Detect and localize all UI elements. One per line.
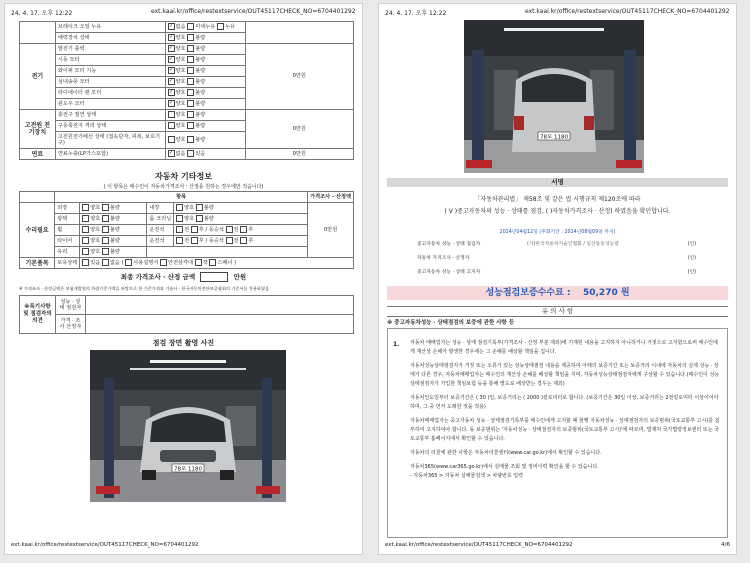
notice-item: 자동차매매업자는 중고자동차 성능 · 상태점검기록부를 매수인에게 고지할 때 현행 자동차성능 · 상태점검자의 보증범위(국토교통부 고시)를 첨부하여 고지하여야 합니다. 동 보증범위는 '자동차성능 · 상태점검자의 보증범위(국토교통부 고시)'에 따르며, 법제처 국가법령정보센터 또는 국토교통부 홈페이지에서 확인할 수 있습니다. bbox=[410, 418, 720, 442]
header-url: ext.kaai.kr/office/restextservice/OUT45117CHECK_NO=6704401292 bbox=[151, 8, 356, 15]
signer-row: 자동차 가격조사 · 산정자 (인) bbox=[417, 256, 696, 261]
left-page-header bbox=[11, 8, 356, 18]
row-label: 브레이크 오일 누유 bbox=[55, 22, 165, 33]
notice-item: 자동차인도일부터 보증기간은 ( 30 )일, 보증거리는 ( 2000 )킬로미터로 합니다. (보증기간은 30일 이상, 보증거리는 2천킬로미터 이상이어야 하며, 그 중 먼저 도래한 것을 적용) bbox=[410, 395, 719, 410]
header-date: 24. 4. 17. 오후 12:22 bbox=[11, 10, 73, 17]
photo-title: 점검 장면 촬영 사진 bbox=[152, 339, 215, 347]
final-price-box[interactable] bbox=[200, 272, 228, 282]
inspection-photo bbox=[90, 350, 286, 502]
final-price: 최종 가격조사 · 산정 금액 만원 bbox=[120, 273, 247, 281]
notice-item: 자동차365(www.car365.go.kr)에서 실매물 조회 및 정비이력 확인을 할 수 있습니다. - 자동차365 > 자동차 실매물검색 > 차량번호 입력 bbox=[410, 464, 599, 479]
rear-photo bbox=[464, 20, 644, 173]
other-info-table: 항목 가격조사 - 산정액 수리필요 외장 양호 불량 내장 양호 불량 0만원 광택 양호 불량 룸 크리닝 양호 불량 휠 양호 불량 운전석 전 후 / 동승석 전 후 타이어 양호 불량 운전석 전 후 / 동승석 전 후 유리 양호 불량 기본품목 보유상태 있음 없음 ( 사용설명서 안전삼각대 잭 스패너 ) bbox=[19, 191, 354, 269]
van-rear-illustration bbox=[464, 20, 644, 173]
category-basic: 기본품목 bbox=[20, 258, 55, 269]
page-number: 4/6 bbox=[721, 542, 730, 548]
table-row: 브레이크 오일 누유 ✓ 없음 미세누유 누유 bbox=[20, 22, 354, 33]
checkbox[interactable] bbox=[217, 23, 224, 30]
checkbox-checked[interactable]: ✓ bbox=[168, 22, 174, 29]
category-fuel: 연료 bbox=[20, 149, 56, 160]
fee-banner: 성능점검보증수수료 : 50,270 원 bbox=[387, 286, 728, 300]
inspector-opinion[interactable] bbox=[85, 296, 353, 315]
signer-row: 중고자동차 성능 · 상태 점검자 (사)한국자동차기술인협회 / 일산동동성농장 (인) bbox=[417, 242, 696, 247]
price-disclaimer: ※ 가격조사 · 산정금액은 보험개발원의 차량기준가액을 바탕으로 한 기준가격과 기술사 · 한국자동차진단보증협회의 기준서를 적용하였음 bbox=[19, 286, 270, 291]
right-page bbox=[378, 3, 737, 555]
notice-item: 자동차 매매업자는 성능 · 상태 점검기록부(가격조사 · 산정 부분 제외)에 기재된 내용을 고지하지 아니하거나 거짓으로 고지함으로써 매수인에게 재산상 손해가 발생한 경우에는 그 손해를 배상할 책임을 집니다. bbox=[410, 340, 718, 355]
right-page-footer: ext.kaai.kr/office/restextservice/OUT45117CHECK_NO=6704401292 4/6 bbox=[385, 542, 730, 548]
notice-box: 1. 자동차 매매업자는 성능 · 상태 점검기록부(가격조사 · 산정 부분 제외)에 기재된 내용을 고지하지 아니하거나 거짓으로 고지함으로써 매수인에게 재산상 손해가 발생한 경우에는 그 손해를 배상할 책임을 집니다. 자동차성능상태점검자가 거짓 또는 오류가 있는 성능상태점검 내용을 제공하여 아래의 보증기간 또는 보증거리 이내에 자동차의 실제 성능 · 상태가 다른 경우, 자동차매매업자는 매수인의 재산상 손해를 배상할 책임을 지며, 자동차성능상태점검자에게 구상할 수 있습니다.(매수인이 성능상태점검자가 가입한 책임보험 등을 통해 별도로 배상받는 경우는 제외) 자동차인도일부터 보증기간은 ( 30 )일, 보증거리는 ( 2000 )킬로미터로 합니다. (보증기간은 30일 이상, 보증거리는 2천킬로미터 이상이어야 하며, 그 중 먼저 도래한 것을 적용) 자동차매매업자는 중고자동차 성능 · 상태점검기록부를 매수인에게 고지할 때 현행 자동차성능 · 상태점검자의 보증범위(국토교통부 고시)를 첨부하여 고지하여야 합니다. 동 보증범위는 '자동차성능 · 상태점검자의 보증범위(국토교통부 고시)'에 따르며, 법제처 국가법령정보센터 또는 국토교통부 홈페이지에서 확인할 수 있습니다. 자동차의 리콜에 관한 사항은 자동차리콜센터(www.car.go.kr)에서 확인할 수 있습니다. 자동차365(www.car365.go.kr)에서 실매물 조회 및 정비이력 확인을 할 수 있습니다. - 자동차365 > 자동차 실매물검색 > 차량번호 입력 bbox=[387, 328, 728, 538]
sign-title: 서명 bbox=[387, 178, 728, 187]
signer-row: 중고자동차 성능 · 상태 고지자 (인) bbox=[417, 270, 696, 275]
checkbox[interactable] bbox=[187, 34, 194, 41]
special-table: ※특기사항 및 점검자의 의견 성능 · 상태 점검자 가격 · 조사 산정자 bbox=[19, 295, 354, 334]
inspection-table: 브레이크 오일 누유 ✓ 없음 미세누유 누유 배력장치 상태 ✓ 양호 불량 전기 발전기 출력 ✓ 양호 불량 0만원 시동 모터 ✓ 양호 불량 와이퍼 모터 기능 ✓ 양호 불량 실내송풍 모터 ✓ 양호 불량 라디에이터 팬 모터 ✓ 양호 불량 윈도우 모터 ✓ 양호 불량 고전원 전기장치 충전구 절연 상태 양호 불량 0만원 구동축전지 격리 상태 양호 불량 고전원전기배선 상태 (접속단자, 피복, 보호기구) 양호 불량 연료 연료누출(LP가스포함) ✓ 없음 있음 0만원 bbox=[19, 21, 354, 160]
right-page-header: 24. 4. 17. 오후 12:22 ext.kaai.kr/office/restextservice/OUT45117CHECK_NO=6704401292 bbox=[385, 8, 730, 17]
col-price: 가격조사 - 산정액 bbox=[308, 192, 354, 203]
electric-price: 0만원 bbox=[245, 44, 354, 110]
table-row: 전기 발전기 출력 ✓ 양호 불량 0만원 bbox=[20, 44, 354, 55]
other-info-title: 자동차 기타정보 bbox=[155, 172, 212, 181]
category-repair: 수리필요 bbox=[20, 203, 55, 258]
checkbox-checked[interactable]: ✓ bbox=[168, 33, 174, 40]
appraiser-opinion[interactable] bbox=[85, 315, 353, 334]
date-line: 2024년04월12일 (후화기간 : 2024년08월09일 까지) bbox=[499, 230, 616, 235]
signers bbox=[417, 240, 696, 282]
other-info-note: ( 이 항목은 매수인이 자동차가격조사ㆍ산정을 원하는 경우에만 적습니다) bbox=[103, 184, 264, 190]
confirm-line: ( V )중고자동차의 성능 · 상태를 점검, ( )자동차가격조사 · 산정) 하였음을 확인합니다. bbox=[444, 208, 671, 215]
notice-title: 유 의 사 항 bbox=[387, 306, 728, 317]
checkbox[interactable] bbox=[187, 23, 194, 30]
svg-text:78모 1180: 78모 1180 bbox=[539, 134, 569, 141]
category-electric: 전기 bbox=[20, 44, 56, 110]
left-page bbox=[4, 3, 363, 555]
fee-value: 50,270 원 bbox=[582, 288, 630, 298]
table-row: 배력장치 상태 ✓ 양호 불량 bbox=[20, 33, 354, 44]
category-special: ※특기사항 및 점검자의 의견 bbox=[20, 296, 56, 334]
category-hv: 고전원 전기장치 bbox=[20, 110, 56, 149]
notice-list bbox=[410, 339, 721, 481]
notice-item: 자동차의 리콜에 관한 사항은 자동차리콜센터(www.car.go.kr)에서 확인할 수 있습니다. bbox=[410, 450, 602, 456]
notice-item: 자동차성능상태점검자가 거짓 또는 오류가 있는 성능상태점검 내용을 제공하여 아래의 보증기간 또는 보증거리 이내에 자동차의 실제 성능 · 상태가 다른 경우, 자동차매매업자는 매수인의 재산상 손해를 배상할 책임을 지며, 자동차성능상태점검자에게 구상할 수 있습니다.(매수인이 성능상태점검자가 가입한 책임보험 등을 통해 별도로 배상받는 경우는 제외) bbox=[410, 363, 720, 387]
van-photo-illustration bbox=[90, 350, 286, 502]
plate-text: 78모 1180 bbox=[173, 466, 203, 473]
left-page-footer: ext.kaai.kr/office/restextservice/OUT45117CHECK_NO=6704401292 bbox=[11, 542, 199, 548]
col-item: 항목 bbox=[55, 192, 308, 203]
notice-subtitle: ※ 중고자동차성능 · 상태점검의 보증에 관한 사항 등 bbox=[387, 320, 515, 326]
law-line: 「자동차관리법」 제58조 및 같은 법 시행규칙 제120조에 따라 bbox=[474, 196, 641, 203]
